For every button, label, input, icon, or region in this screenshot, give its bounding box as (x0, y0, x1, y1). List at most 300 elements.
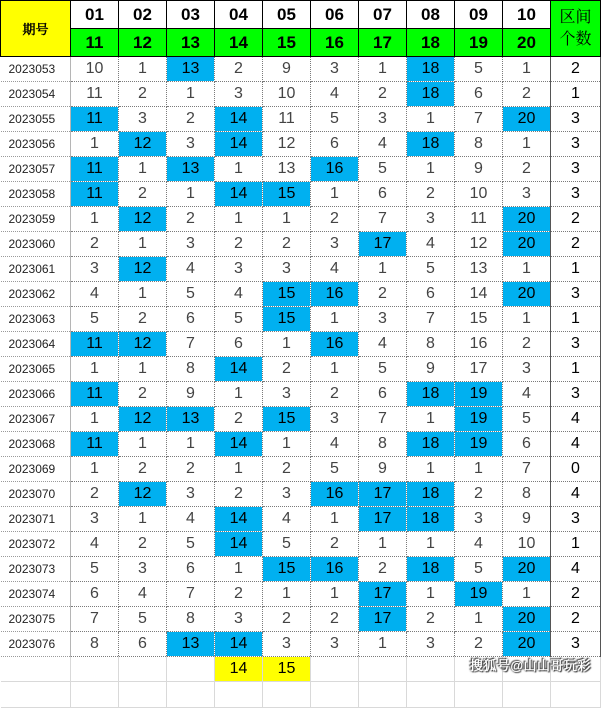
number-cell: 7 (359, 207, 407, 232)
number-cell: 10 (263, 82, 311, 107)
highlighted-number-cell: 17 (359, 607, 407, 632)
empty-cell (119, 657, 167, 682)
number-cell: 3 (359, 307, 407, 332)
number-cell: 1 (311, 307, 359, 332)
highlighted-number-cell: 18 (407, 482, 455, 507)
number-cell: 7 (407, 307, 455, 332)
number-cell: 2 (455, 632, 503, 657)
number-header-bottom: 18 (407, 29, 455, 57)
highlighted-number-cell: 18 (407, 82, 455, 107)
number-cell: 3 (263, 632, 311, 657)
number-cell: 2 (455, 482, 503, 507)
number-header-bottom: 17 (359, 29, 407, 57)
table-row (1, 532, 601, 557)
number-cell: 6 (167, 557, 215, 582)
number-header-top: 06 (311, 1, 359, 29)
highlighted-number-cell: 15 (263, 182, 311, 207)
number-cell: 3 (215, 82, 263, 107)
table-row (1, 82, 601, 107)
number-cell: 1 (215, 382, 263, 407)
number-cell: 1 (119, 232, 167, 257)
table-row (1, 282, 601, 307)
highlighted-number-cell: 20 (503, 232, 551, 257)
number-cell: 14 (455, 282, 503, 307)
number-cell: 6 (359, 382, 407, 407)
highlighted-number-cell: 14 (215, 132, 263, 157)
table-row (1, 157, 601, 182)
empty-cell (311, 657, 359, 682)
number-cell: 2 (311, 207, 359, 232)
period-cell: 2023072 (1, 532, 71, 557)
zone-count-cell: 3 (551, 332, 601, 357)
highlighted-number-cell: 20 (503, 282, 551, 307)
number-header-bottom: 16 (311, 29, 359, 57)
number-header-top: 05 (263, 1, 311, 29)
number-cell: 1 (359, 257, 407, 282)
zone-count-cell: 4 (551, 557, 601, 582)
zone-count-cell: 4 (551, 482, 601, 507)
period-cell: 2023056 (1, 132, 71, 157)
zone-count-cell: 1 (551, 82, 601, 107)
number-cell: 5 (311, 107, 359, 132)
period-cell: 2023057 (1, 157, 71, 182)
number-cell: 1 (311, 507, 359, 532)
table-row (1, 482, 601, 507)
number-header-bottom: 13 (167, 29, 215, 57)
highlighted-number-cell: 14 (215, 532, 263, 557)
number-cell: 1 (359, 532, 407, 557)
number-cell: 8 (167, 607, 215, 632)
zone-header-line2: 个数 (559, 30, 592, 48)
number-cell: 1 (503, 307, 551, 332)
number-cell: 1 (119, 57, 167, 82)
number-cell: 4 (263, 507, 311, 532)
number-cell: 5 (455, 57, 503, 82)
period-cell: 2023075 (1, 607, 71, 632)
number-header-bottom: 19 (455, 29, 503, 57)
zone-count-cell: 1 (551, 532, 601, 557)
period-cell: 2023063 (1, 307, 71, 332)
empty-cell (1, 682, 71, 708)
highlighted-number-cell: 14 (215, 632, 263, 657)
number-cell: 4 (407, 232, 455, 257)
highlighted-number-cell: 17 (359, 582, 407, 607)
table-row (1, 332, 601, 357)
number-cell: 5 (167, 282, 215, 307)
number-cell: 5 (263, 532, 311, 557)
number-cell: 2 (503, 157, 551, 182)
highlighted-number-cell: 20 (503, 632, 551, 657)
number-cell: 1 (263, 207, 311, 232)
zone-count-cell: 0 (551, 457, 601, 482)
number-cell: 2 (119, 307, 167, 332)
table-row (1, 582, 601, 607)
highlighted-number-cell: 19 (455, 407, 503, 432)
highlighted-number-cell: 12 (119, 482, 167, 507)
table-row (1, 232, 601, 257)
highlighted-number-cell: 15 (263, 407, 311, 432)
highlighted-number-cell: 11 (71, 432, 119, 457)
period-cell: 2023059 (1, 207, 71, 232)
number-cell: 10 (455, 182, 503, 207)
number-cell: 3 (407, 207, 455, 232)
period-cell: 2023074 (1, 582, 71, 607)
number-cell: 4 (167, 257, 215, 282)
number-cell: 8 (71, 632, 119, 657)
number-cell: 5 (311, 457, 359, 482)
zone-count-cell: 3 (551, 382, 601, 407)
number-cell: 6 (455, 82, 503, 107)
zone-count-header (551, 1, 601, 57)
number-cell: 2 (311, 607, 359, 632)
period-cell: 2023058 (1, 182, 71, 207)
number-cell: 4 (359, 332, 407, 357)
highlighted-number-cell: 18 (407, 507, 455, 532)
number-cell: 8 (407, 332, 455, 357)
number-cell: 4 (71, 532, 119, 557)
zone-count-cell: 2 (551, 607, 601, 632)
number-cell: 12 (455, 232, 503, 257)
number-cell: 6 (359, 182, 407, 207)
zone-count-cell: 3 (551, 507, 601, 532)
table-row (1, 357, 601, 382)
highlighted-number-cell: 11 (71, 182, 119, 207)
number-cell: 2 (359, 557, 407, 582)
table-row (1, 557, 601, 582)
number-cell: 2 (167, 457, 215, 482)
number-cell: 3 (311, 57, 359, 82)
number-cell: 2 (503, 82, 551, 107)
empty-cell (407, 657, 455, 682)
number-cell: 2 (215, 232, 263, 257)
number-cell: 1 (215, 157, 263, 182)
zone-header-line1: 区间 (559, 8, 592, 26)
empty-cell (503, 682, 551, 708)
table-row (1, 607, 601, 632)
number-cell: 17 (455, 357, 503, 382)
number-cell: 1 (119, 282, 167, 307)
number-header-top: 01 (71, 1, 119, 29)
number-cell: 3 (503, 182, 551, 207)
number-cell: 5 (359, 357, 407, 382)
number-cell: 1 (407, 107, 455, 132)
highlighted-number-cell: 16 (311, 157, 359, 182)
number-cell: 1 (119, 357, 167, 382)
highlighted-number-cell: 15 (263, 557, 311, 582)
number-cell: 7 (167, 582, 215, 607)
highlighted-number-cell: 12 (119, 132, 167, 157)
empty-cell (167, 682, 215, 708)
table-row (1, 432, 601, 457)
zone-count-cell: 1 (551, 307, 601, 332)
number-cell: 3 (455, 507, 503, 532)
number-cell: 2 (263, 457, 311, 482)
number-cell: 1 (167, 82, 215, 107)
number-cell: 2 (215, 57, 263, 82)
header-row-top (1, 1, 601, 29)
zone-count-cell: 4 (551, 407, 601, 432)
table-row (1, 57, 601, 82)
number-cell: 1 (359, 57, 407, 82)
period-cell: 2023053 (1, 57, 71, 82)
highlighted-number-cell: 13 (167, 632, 215, 657)
number-cell: 3 (263, 482, 311, 507)
zone-count-cell: 1 (551, 257, 601, 282)
number-cell: 3 (311, 232, 359, 257)
number-cell: 2 (119, 182, 167, 207)
number-cell: 13 (455, 257, 503, 282)
number-cell: 1 (263, 432, 311, 457)
table-row (1, 307, 601, 332)
number-cell: 1 (119, 507, 167, 532)
number-cell: 3 (167, 132, 215, 157)
number-cell: 3 (263, 257, 311, 282)
number-header-top: 04 (215, 1, 263, 29)
period-cell: 2023054 (1, 82, 71, 107)
number-cell: 1 (71, 357, 119, 382)
number-cell: 1 (503, 257, 551, 282)
highlighted-number-cell: 18 (407, 132, 455, 157)
number-cell: 3 (311, 407, 359, 432)
zone-count-cell: 3 (551, 632, 601, 657)
period-cell: 2023069 (1, 457, 71, 482)
number-header-bottom: 11 (71, 29, 119, 57)
number-cell: 5 (407, 257, 455, 282)
number-cell: 1 (215, 557, 263, 582)
zone-count-cell: 3 (551, 282, 601, 307)
footer-highlight-cell: 15 (263, 657, 311, 682)
number-cell: 6 (215, 332, 263, 357)
number-cell: 1 (215, 457, 263, 482)
header-row-bottom (1, 29, 601, 57)
empty-cell (1, 657, 71, 682)
zone-count-cell: 2 (551, 232, 601, 257)
highlighted-number-cell: 16 (311, 482, 359, 507)
period-cell: 2023076 (1, 632, 71, 657)
number-cell: 3 (503, 357, 551, 382)
number-cell: 6 (119, 632, 167, 657)
number-cell: 4 (167, 507, 215, 532)
number-cell: 2 (71, 232, 119, 257)
number-cell: 2 (263, 357, 311, 382)
number-cell: 3 (119, 107, 167, 132)
watermark-text: 搜狐号@山山哥玩彩 (469, 658, 591, 673)
zone-count-cell: 1 (551, 357, 601, 382)
number-header-top: 02 (119, 1, 167, 29)
empty-cell (167, 657, 215, 682)
number-cell: 11 (455, 207, 503, 232)
zone-count-cell: 4 (551, 432, 601, 457)
number-cell: 4 (71, 282, 119, 307)
number-cell: 1 (503, 132, 551, 157)
zone-count-cell: 3 (551, 157, 601, 182)
period-cell: 2023066 (1, 382, 71, 407)
number-cell: 11 (71, 82, 119, 107)
number-cell: 3 (311, 632, 359, 657)
number-cell: 2 (215, 482, 263, 507)
highlighted-number-cell: 14 (215, 182, 263, 207)
number-cell: 7 (455, 107, 503, 132)
number-cell: 15 (455, 307, 503, 332)
number-cell: 1 (71, 207, 119, 232)
number-cell: 4 (359, 132, 407, 157)
number-cell: 10 (503, 532, 551, 557)
number-cell: 7 (503, 457, 551, 482)
number-cell: 2 (119, 532, 167, 557)
highlighted-number-cell: 20 (503, 607, 551, 632)
highlighted-number-cell: 19 (455, 582, 503, 607)
highlighted-number-cell: 12 (119, 207, 167, 232)
number-cell: 2 (215, 582, 263, 607)
number-cell: 8 (167, 357, 215, 382)
number-cell: 9 (167, 382, 215, 407)
highlighted-number-cell: 11 (71, 157, 119, 182)
number-cell: 6 (407, 282, 455, 307)
empty-cell (455, 682, 503, 708)
highlighted-number-cell: 11 (71, 382, 119, 407)
number-cell: 1 (359, 632, 407, 657)
table-row (1, 207, 601, 232)
number-cell: 3 (359, 107, 407, 132)
number-header-bottom: 20 (503, 29, 551, 57)
number-cell: 2 (359, 82, 407, 107)
number-cell: 4 (311, 432, 359, 457)
number-cell: 3 (71, 507, 119, 532)
period-cell: 2023065 (1, 357, 71, 382)
highlighted-number-cell: 17 (359, 507, 407, 532)
number-cell: 1 (71, 132, 119, 157)
number-cell: 7 (359, 407, 407, 432)
table-row (1, 132, 601, 157)
highlighted-number-cell: 11 (71, 107, 119, 132)
number-cell: 4 (119, 582, 167, 607)
number-cell: 9 (455, 157, 503, 182)
highlighted-number-cell: 14 (215, 107, 263, 132)
period-cell: 2023070 (1, 482, 71, 507)
highlighted-number-cell: 17 (359, 482, 407, 507)
number-cell: 1 (215, 207, 263, 232)
period-cell: 2023068 (1, 432, 71, 457)
highlighted-number-cell: 16 (311, 557, 359, 582)
period-cell: 2023064 (1, 332, 71, 357)
highlighted-number-cell: 17 (359, 232, 407, 257)
number-header-top: 08 (407, 1, 455, 29)
number-cell: 11 (263, 107, 311, 132)
highlighted-number-cell: 19 (455, 432, 503, 457)
period-cell: 2023071 (1, 507, 71, 532)
highlighted-number-cell: 20 (503, 107, 551, 132)
period-cell: 2023062 (1, 282, 71, 307)
zone-count-cell: 2 (551, 207, 601, 232)
number-cell: 1 (407, 407, 455, 432)
number-cell: 3 (215, 257, 263, 282)
number-cell: 5 (455, 557, 503, 582)
number-cell: 6 (167, 307, 215, 332)
number-cell: 1 (167, 182, 215, 207)
empty-cell (119, 682, 167, 708)
number-cell: 9 (263, 57, 311, 82)
number-cell: 2 (167, 107, 215, 132)
highlighted-number-cell: 20 (503, 207, 551, 232)
highlighted-number-cell: 18 (407, 432, 455, 457)
number-header-top: 03 (167, 1, 215, 29)
number-cell: 1 (311, 357, 359, 382)
number-cell: 6 (503, 432, 551, 457)
highlighted-number-cell: 15 (263, 282, 311, 307)
number-cell: 2 (119, 82, 167, 107)
number-cell: 4 (311, 82, 359, 107)
number-cell: 1 (263, 582, 311, 607)
number-cell: 2 (167, 207, 215, 232)
number-cell: 1 (503, 582, 551, 607)
period-cell: 2023073 (1, 557, 71, 582)
number-cell: 2 (311, 382, 359, 407)
table-row (1, 257, 601, 282)
number-header-bottom: 14 (215, 29, 263, 57)
number-cell: 7 (71, 607, 119, 632)
empty-cell (311, 682, 359, 708)
number-cell: 1 (167, 432, 215, 457)
number-cell: 2 (359, 282, 407, 307)
number-cell: 2 (311, 532, 359, 557)
number-cell: 1 (407, 157, 455, 182)
highlighted-number-cell: 18 (407, 557, 455, 582)
highlighted-number-cell: 20 (503, 557, 551, 582)
highlighted-number-cell: 15 (263, 307, 311, 332)
number-cell: 1 (119, 157, 167, 182)
highlighted-number-cell: 14 (215, 357, 263, 382)
number-cell: 2 (407, 607, 455, 632)
number-cell: 1 (263, 332, 311, 357)
highlighted-number-cell: 16 (311, 282, 359, 307)
number-cell: 5 (359, 157, 407, 182)
number-cell: 8 (503, 482, 551, 507)
number-cell: 5 (71, 557, 119, 582)
table-row (1, 382, 601, 407)
table-row (1, 107, 601, 132)
table-row (1, 457, 601, 482)
zone-count-cell: 2 (551, 582, 601, 607)
zone-count-cell: 3 (551, 107, 601, 132)
empty-cell (407, 682, 455, 708)
number-header-top: 10 (503, 1, 551, 29)
number-header-top: 09 (455, 1, 503, 29)
empty-cell (359, 682, 407, 708)
zone-count-cell: 3 (551, 132, 601, 157)
highlighted-number-cell: 12 (119, 407, 167, 432)
number-cell: 3 (119, 557, 167, 582)
number-cell: 3 (263, 382, 311, 407)
number-cell: 1 (311, 582, 359, 607)
highlighted-number-cell: 12 (119, 332, 167, 357)
number-cell: 1 (503, 57, 551, 82)
number-cell: 1 (455, 607, 503, 632)
table-row (1, 407, 601, 432)
highlighted-number-cell: 14 (215, 507, 263, 532)
footer-highlight-cell: 14 (215, 657, 263, 682)
table-body (1, 1, 601, 708)
number-cell: 1 (119, 432, 167, 457)
highlighted-number-cell: 19 (455, 382, 503, 407)
number-cell: 8 (359, 432, 407, 457)
empty-row (1, 682, 601, 708)
number-header-bottom: 15 (263, 29, 311, 57)
period-cell: 2023055 (1, 107, 71, 132)
number-cell: 2 (119, 457, 167, 482)
empty-cell (215, 682, 263, 708)
number-cell: 1 (455, 457, 503, 482)
number-cell: 2 (263, 232, 311, 257)
